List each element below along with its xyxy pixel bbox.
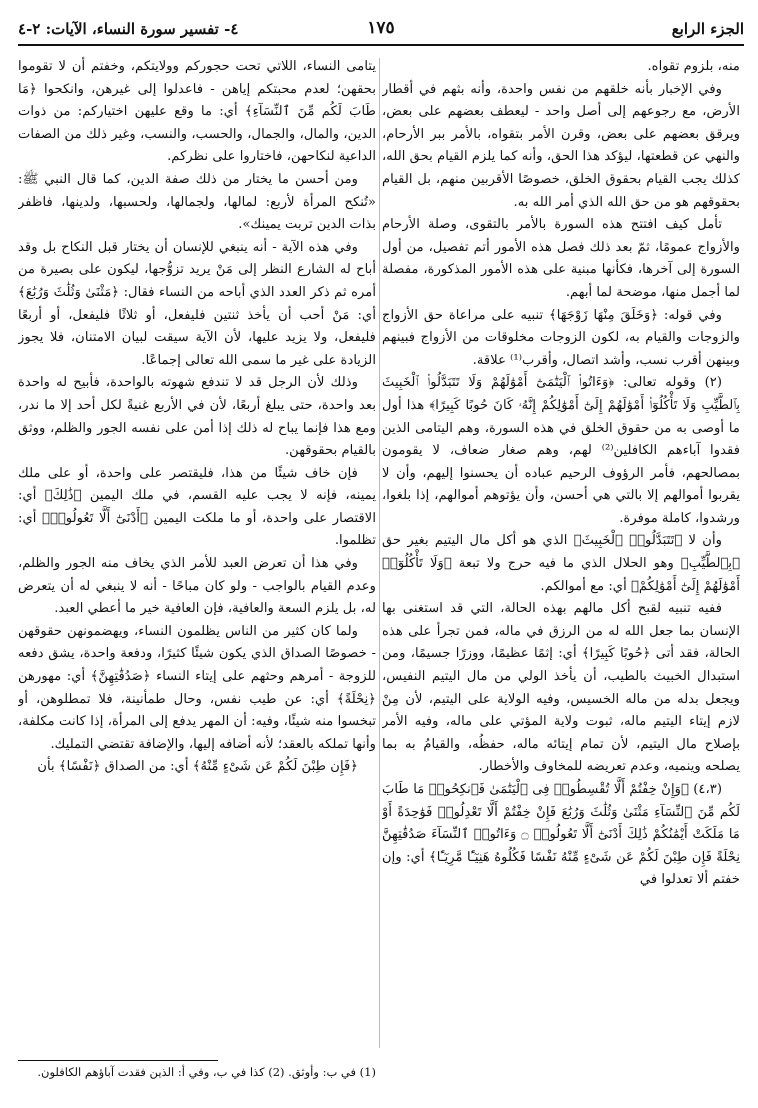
paragraph: وفي الإخبار بأنه خلقهم من نفس واحدة، وأنه بثهم في أقطار الأرض، مع رجوعهم إلى أصل واحد - ليعطف بعضهم على بعض، ويرقق بعضهم على بعض، وقرن الأمر بتقواه، بالأمر ببر الأرحام، والنهي عن قطعتها، ليؤكد هذا الحق، وأنه كما يلزم القيام بحق الله، كذلك يجب القيام بحقوق الخلق، خصوصًا الأقربين منهم، بل القيام بحقوقهم هو من حق الله الذي أمر الله به. (382, 81, 740, 210)
paragraph: وفي قوله: ﴿وَخَلَقَ مِنْهَا زَوْجَهَا﴾ تنبيه على مراعاة حق الأزواج والزوجات والقيام به، لكون الزوجات مخلوقات من الأزواج فبينهم وبينهن أقرب نسب، وأشد اتصال، وأقرب⁽¹⁾ علاقة. (382, 307, 740, 368)
paragraph: وذلك لأن الرجل قد لا تندفع شهوته بالواحدة، فأبيح له واحدة بعد واحدة، حتى يبلغ أربعًا، لأن في الأربع غنيةً لكل أحد إلا ما ندر، ومع هذا فإنما يباح له ذلك إذا أمن على نفسه الجور والظلم، ووثق بالقيام بحقوقهن. (18, 375, 376, 459)
column-divider (379, 58, 380, 1048)
paragraph: (٤،٣) ﴿وَإِنْ خِفْتُمْ أَلَّا تُقْسِطُوا۟ فِى ٱلْيَتَٰمَىٰ فَٱنكِحُوا۟ مَا طَابَ لَكُم مِّنَ ٱلنِّسَآءِ مَثْنَىٰ وَثُلَٰثَ وَرُبَٰعَ فَإِنْ خِفْتُمْ أَلَّا تَعْدِلُوا۟ فَوَٰحِدَةً أَوْ مَا مَلَكَتْ أَيْمَٰنُكُمْ ذَٰلِكَ أَدْنَىٰٓ أَلَّا تَعُولُوا۟ ۝ وَءَاتُوا۟ ٱلنِّسَآءَ صَدُقَٰتِهِنَّ نِحْلَةً فَإِن طِبْنَ لَكُمْ عَن شَىْءٍ مِّنْهُ نَفْسًا فَكُلُوهُ هَنِيٓـًٔا مَّرِيٓـًٔا﴾ أي: وإن خفتم ألا تعدلوا في (382, 782, 740, 888)
paragraph: (٢) وقوله تعالى: ﴿وَءَاتُوا۟ ٱلْيَتَٰمَىٰٓ أَمْوَٰلَهُمْ وَلَا تَتَبَدَّلُوا۟ ٱلْخَبِيثَ بِٱلطَّيِّبِ وَلَا تَأْكُلُوٓا۟ أَمْوَٰلَهُمْ إِلَىٰٓ أَمْوَٰلِكُمْ إِنَّهُۥ كَانَ حُوبًا كَبِيرًا﴾ هذا أول ما أوصى به من حقوق الخلق في هذه السورة، وهم اليتامى الذين فقدوا آباءهم الكافلين⁽²⁾ لهم، وهم صغار ضعاف، لا يقومون بمصالحهم، فأمر الرؤوف الرحيم عباده أن يحسنوا إليهم، وأن لا يقربوا أموالهم إلا بالتي هي أحسن، وأن يؤتوهم أموالهم، إذا بلغوا، ورشدوا، كاملة موفرة. (382, 375, 740, 526)
paragraph: فإن خاف شيئًا من هذا، فليقتصر على واحدة، أو على ملك يمينه، فإنه لا يجب عليه القسم، في ملك اليمين ﴿ذَٰلِكَ﴾ أي: الاقتصار على واحدة، أو ما ملكت اليمين ﴿أَدْنَىٰٓ أَلَّا تَعُولُوا۟﴾ أي: تظلموا. (18, 465, 376, 549)
left-column (18, 56, 376, 1056)
running-header (18, 14, 744, 46)
page-number: ١٧٥ (367, 18, 395, 38)
part-title: الجزء الرابع (671, 20, 744, 38)
footnotes: (1) في ب: وأوثق. (2) كذا في ب، وفي أ: الذين فقدت آباؤهم الكافلون. (37, 1065, 376, 1079)
paragraph: تأمل كيف افتتح هذه السورة بالأمر بالتقوى، وصلة الأرحام والأزواج عمومًا، ثمّ بعد ذلك فصل هذه الأمور أتم تفصيل، من أول السورة إلى آخرها، فكأنها مبنية على هذه الأمور المذكورة، مفصلة لما أجمل منها، موضحة لما أبهم. (382, 217, 740, 300)
chapter-title: ٤- تفسير سورة النساء، الآيات: ٢-٤ (18, 20, 239, 38)
paragraph: وفي هذا أن تعرض العبد للأمر الذي يخاف منه الجور والظلم، وعدم القيام بالواجب - ولو كان مباحًا - أنه لا ينبغي له أن يتعرض له، بل يلزم السعة والعافية، فإن العافية خير ما أعطي العبد. (18, 556, 376, 617)
paragraph: يتامى النساء، اللاتي تحت حجوركم وولايتكم، وخفتم أن لا تقوموا بحقهن؛ لعدم محبتكم إياهن - فاعدلوا إلى غيرهن، وانكحوا ﴿مَا طَابَ لَكُم مِّنَ ٱلنِّسَآءِ﴾ أي: ما وقع عليهن اختياركم: من ذوات الدين، والمال، والجمال، والحسب، والنسب، وغير ذلك من الصفات الداعية لنكاحهن، فاختاروا على نظركم. (18, 59, 376, 165)
paragraph: ومن أحسن ما يختار من ذلك صفة الدين، كما قال النبي ﷺ: «تُنكح المرأة لأربع: لمالها، ولجمالها، ولحسبها، ولدينها، فاظفر بذات الدين تربت يمينك». (18, 171, 376, 233)
paragraph: وأن لا ﴿تَتَبَدَّلُوا۟ ٱلْخَبِيثَ﴾ الذي هو أكل مال اليتيم بغير حق ﴿بِٱلطَّيِّبِ﴾ وهو الحلال الذي ما فيه حرج ولا تبعة ﴿وَلَا تَأْكُلُوٓا۟ أَمْوَٰلَهُمْ إِلَىٰٓ أَمْوَٰلِكُمْ﴾ أي: مع أموالكم. (382, 533, 740, 594)
paragraph: وفي هذه الآية - أنه ينبغي للإنسان أن يختار قبل النكاح بل وقد أباح له الشارع النظر إلى مَنْ يريد تزوُّجها، ليكون على بصيرة من أمره ثم ذكر العدد الذي أباحه من النساء فقال: ﴿مَثْنَىٰ وَثُلَٰثَ وَرُبَٰعَ﴾ أي: مَنْ أحب أن يأخذ ثنتين فليفعل، أو ثلاثًا فليفعل، أو أربعًا فليفعل، ولا يزيد عليها، لأن الآية سيقت لبيان الامتنان، فلا يجوز الزيادة على غير ما سمى الله تعالى إجماعًا. (18, 239, 376, 368)
footnote-separator (18, 1060, 218, 1061)
right-column (382, 56, 740, 1096)
paragraph: ففيه تنبيه لقبح أكل مالهم بهذه الحالة، التي قد استغنى بها الإنسان بما جعل الله له من الرزق في ماله، فمن تجرأ على هذه الحالة، فقد أتى ﴿حُوبًا كَبِيرًا﴾ أي: إثمًا عظيمًا، ووزرًا جسيمًا، ومن استبدال الخبيث بالطيب، أن يأخذ الولي من مال اليتيم النفيس، ويجعل بدله من ماله الخسيس، وفيه الولاية على اليتيم، لأن مِنْ لازم إيتاء اليتيم ماله، ثبوت ولاية المؤتي على ماله، وفيه الأمر بإصلاح مال اليتيم، لأن تمام إيتائه ماله، حفظُه، والقيامُ به بما يصلحه وينميه، وعدم تعريضه للمخاوف والأخطار. (382, 601, 740, 775)
paragraph: ولما كان كثير من الناس يظلمون النساء، ويهضمونهن حقوقهن - خصوصًا الصداق الذي يكون شيئًا كثيرًا، ودفعة واحدة، يشق دفعه للزوجة - أمرهم وحثهم على إيتاء النساء ﴿صَدُقَٰتِهِنَّ﴾ أي: مهورهن ﴿نِحْلَةً﴾ أي: عن طيب نفس، وحال طمأنينة، فلا تمطلوهن، أو تبخسوا منه شيئًا، وفيه: أن المهر يدفع إلى المرأة، إذا كانت مكلفة، وأنها تملكه بالعقد؛ لأنه أضافه إليها، والإضافة تقتضي التمليك. (18, 623, 376, 752)
paragraph: ﴿فَإِن طِبْنَ لَكُمْ عَن شَىْءٍ مِّنْهُ﴾ أي: من الصداق ﴿نَفْسًا﴾ بأن (37, 759, 358, 775)
paragraph: منه، بلزوم تقواه. (647, 59, 740, 74)
